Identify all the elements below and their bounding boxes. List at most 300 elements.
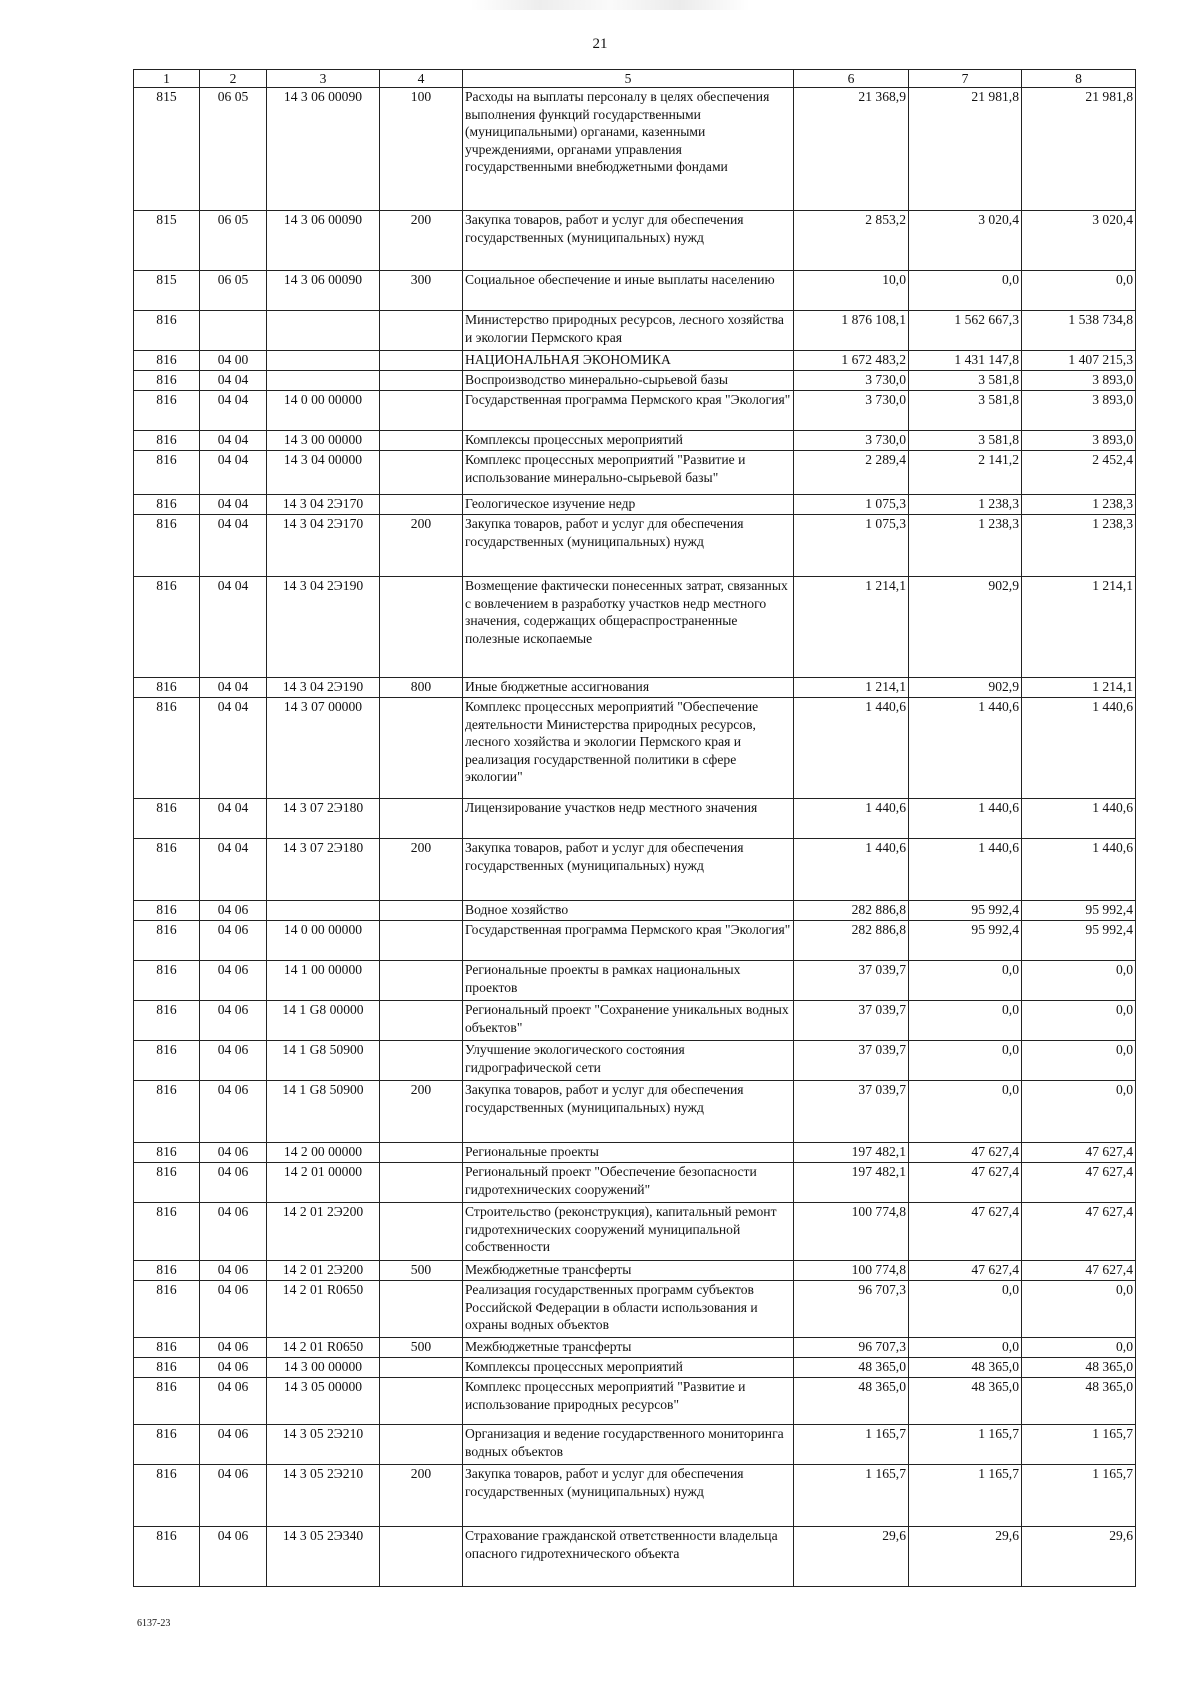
page-number: 21 [592,36,608,52]
ministry-code-cell: 816 [134,451,200,495]
amount-year2-cell: 47 627,4 [909,1261,1022,1281]
amount-year1-cell: 3 730,0 [794,391,909,431]
expense-type-cell [380,961,463,1001]
amount-year1-cell: 1 165,7 [794,1425,909,1465]
expense-type-cell [380,577,463,678]
expense-type-cell [380,901,463,921]
expense-type-cell [380,351,463,371]
item-name-cell: Водное хозяйство [463,901,794,921]
section-code-cell: 04 04 [200,371,267,391]
amount-year3-cell: 3 893,0 [1022,431,1136,451]
target-code-cell: 14 3 05 2Э340 [267,1527,380,1587]
amount-year3-cell: 1 214,1 [1022,577,1136,678]
column-header: 1 [134,70,200,88]
expense-type-cell [380,1358,463,1378]
table-row [134,1001,1136,1041]
ministry-code-cell: 816 [134,1281,200,1338]
amount-year1-cell: 1 165,7 [794,1465,909,1527]
table-row [134,799,1136,839]
item-name-cell: Расходы на выплаты персоналу в целях обеспечения выполнения функций государственными (муниципальными) органами, казенными учреждениями, органами управления государственными внебюджетными фондами [463,88,794,211]
item-name-cell: Комплекс процессных мероприятий "Развитие и использование минерально-сырьевой базы" [463,451,794,495]
expense-type-cell: 200 [380,211,463,271]
amount-year2-cell: 1 165,7 [909,1425,1022,1465]
amount-year2-cell: 902,9 [909,577,1022,678]
amount-year3-cell: 0,0 [1022,271,1136,311]
amount-year1-cell: 1 214,1 [794,577,909,678]
target-code-cell: 14 3 07 00000 [267,698,380,799]
amount-year1-cell: 3 730,0 [794,371,909,391]
amount-year1-cell: 48 365,0 [794,1378,909,1425]
expense-type-cell [380,698,463,799]
section-code-cell: 04 06 [200,1041,267,1081]
expense-type-cell: 200 [380,515,463,577]
section-code-cell: 04 06 [200,1281,267,1338]
amount-year1-cell: 29,6 [794,1527,909,1587]
item-name-cell: Закупка товаров, работ и услуг для обеспечения государственных (муниципальных) нужд [463,515,794,577]
expense-type-cell [380,1163,463,1203]
ministry-code-cell: 816 [134,1081,200,1143]
section-code-cell: 04 04 [200,515,267,577]
item-name-cell: Улучшение экологического состояния гидрографической сети [463,1041,794,1081]
amount-year2-cell: 47 627,4 [909,1203,1022,1261]
target-code-cell: 14 3 05 2Э210 [267,1425,380,1465]
section-code-cell: 04 06 [200,961,267,1001]
section-code-cell: 04 06 [200,1465,267,1527]
item-name-cell: Межбюджетные трансферты [463,1261,794,1281]
table-header-row [134,70,1136,88]
target-code-cell: 14 0 00 00000 [267,391,380,431]
section-code-cell: 04 04 [200,698,267,799]
table-row [134,1358,1136,1378]
target-code-cell: 14 3 00 00000 [267,1358,380,1378]
table-row [134,901,1136,921]
amount-year1-cell: 1 075,3 [794,515,909,577]
table-row [134,431,1136,451]
amount-year2-cell: 48 365,0 [909,1378,1022,1425]
amount-year1-cell: 48 365,0 [794,1358,909,1378]
amount-year3-cell: 95 992,4 [1022,901,1136,921]
expense-type-cell [380,921,463,961]
expense-type-cell: 500 [380,1338,463,1358]
item-name-cell: Региональный проект "Сохранение уникальных водных объектов" [463,1001,794,1041]
item-name-cell: Строительство (реконструкция), капитальный ремонт гидротехнических сооружений муниципальной собственности [463,1203,794,1261]
amount-year2-cell: 0,0 [909,1338,1022,1358]
amount-year1-cell: 37 039,7 [794,1041,909,1081]
target-code-cell: 14 3 06 00090 [267,271,380,311]
expense-type-cell: 200 [380,1081,463,1143]
amount-year3-cell: 0,0 [1022,961,1136,1001]
amount-year2-cell: 0,0 [909,1281,1022,1338]
ministry-code-cell: 816 [134,371,200,391]
section-code-cell: 04 06 [200,1358,267,1378]
item-name-cell: Комплексы процессных мероприятий [463,1358,794,1378]
table-row [134,1163,1136,1203]
amount-year2-cell: 0,0 [909,961,1022,1001]
table-row [134,371,1136,391]
column-header: 6 [794,70,909,88]
target-code-cell: 14 2 01 00000 [267,1163,380,1203]
amount-year2-cell: 1 440,6 [909,698,1022,799]
table-row [134,1281,1136,1338]
item-name-cell: Социальное обеспечение и иные выплаты населению [463,271,794,311]
item-name-cell: Закупка товаров, работ и услуг для обеспечения государственных (муниципальных) нужд [463,1081,794,1143]
amount-year2-cell: 48 365,0 [909,1358,1022,1378]
column-header: 5 [463,70,794,88]
amount-year2-cell: 1 165,7 [909,1465,1022,1527]
amount-year1-cell: 2 289,4 [794,451,909,495]
amount-year3-cell: 1 238,3 [1022,515,1136,577]
amount-year1-cell: 2 853,2 [794,211,909,271]
table-body [134,88,1136,1587]
amount-year3-cell: 47 627,4 [1022,1261,1136,1281]
section-code-cell: 04 06 [200,921,267,961]
target-code-cell: 14 2 01 2Э200 [267,1261,380,1281]
target-code-cell: 14 2 01 R0650 [267,1338,380,1358]
section-code-cell: 04 06 [200,1338,267,1358]
target-code-cell: 14 3 06 00090 [267,88,380,211]
expense-type-cell [380,799,463,839]
amount-year3-cell: 0,0 [1022,1081,1136,1143]
column-header: 4 [380,70,463,88]
target-code-cell: 14 3 04 2Э190 [267,678,380,698]
table-row [134,351,1136,371]
amount-year1-cell: 1 876 108,1 [794,311,909,351]
ministry-code-cell: 816 [134,1001,200,1041]
amount-year2-cell: 902,9 [909,678,1022,698]
amount-year2-cell: 1 431 147,8 [909,351,1022,371]
amount-year1-cell: 1 440,6 [794,698,909,799]
table-row [134,391,1136,431]
amount-year3-cell: 1 214,1 [1022,678,1136,698]
item-name-cell: Закупка товаров, работ и услуг для обеспечения государственных (муниципальных) нужд [463,1465,794,1527]
ministry-code-cell: 816 [134,577,200,678]
target-code-cell [267,351,380,371]
target-code-cell: 14 3 05 00000 [267,1378,380,1425]
table-row [134,88,1136,211]
amount-year3-cell: 2 452,4 [1022,451,1136,495]
ministry-code-cell: 816 [134,1425,200,1465]
amount-year3-cell: 0,0 [1022,1338,1136,1358]
amount-year3-cell: 21 981,8 [1022,88,1136,211]
expense-type-cell [380,1281,463,1338]
section-code-cell: 04 06 [200,1203,267,1261]
expense-type-cell [380,1527,463,1587]
target-code-cell: 14 3 07 2Э180 [267,799,380,839]
target-code-cell: 14 1 00 00000 [267,961,380,1001]
document-code: 6137-23 [137,1618,171,1629]
amount-year1-cell: 100 774,8 [794,1261,909,1281]
amount-year3-cell: 1 238,3 [1022,495,1136,515]
amount-year2-cell: 0,0 [909,1041,1022,1081]
item-name-cell: Воспроизводство минерально-сырьевой базы [463,371,794,391]
amount-year3-cell: 1 165,7 [1022,1465,1136,1527]
amount-year3-cell: 47 627,4 [1022,1163,1136,1203]
expense-type-cell [380,1001,463,1041]
amount-year3-cell: 1 440,6 [1022,698,1136,799]
section-code-cell: 04 00 [200,351,267,371]
ministry-code-cell: 816 [134,799,200,839]
amount-year1-cell: 10,0 [794,271,909,311]
budget-table [133,69,1136,1587]
amount-year2-cell: 47 627,4 [909,1163,1022,1203]
amount-year1-cell: 197 482,1 [794,1143,909,1163]
amount-year1-cell: 21 368,9 [794,88,909,211]
table-row [134,678,1136,698]
item-name-cell: Возмещение фактически понесенных затрат, связанных с вовлечением в разработку участков недр местного значения, содержащих общераспространенные полезные ископаемые [463,577,794,678]
amount-year1-cell: 96 707,3 [794,1281,909,1338]
amount-year2-cell: 1 440,6 [909,839,1022,901]
section-code-cell: 04 04 [200,495,267,515]
table-row [134,495,1136,515]
section-code-cell [200,311,267,351]
item-name-cell: Комплекс процессных мероприятий "Развитие и использование природных ресурсов" [463,1378,794,1425]
table-row [134,839,1136,901]
target-code-cell: 14 3 04 2Э190 [267,577,380,678]
target-code-cell: 14 1 G8 50900 [267,1041,380,1081]
expense-type-cell [380,1041,463,1081]
ministry-code-cell: 816 [134,351,200,371]
ministry-code-cell: 816 [134,1358,200,1378]
amount-year2-cell: 3 581,8 [909,371,1022,391]
table-row [134,1143,1136,1163]
amount-year1-cell: 282 886,8 [794,901,909,921]
expense-type-cell [380,1425,463,1465]
table-row [134,1081,1136,1143]
expense-type-cell: 100 [380,88,463,211]
section-code-cell: 06 05 [200,211,267,271]
expense-type-cell: 800 [380,678,463,698]
table-row [134,1465,1136,1527]
amount-year2-cell: 0,0 [909,271,1022,311]
ministry-code-cell: 816 [134,839,200,901]
table-row [134,271,1136,311]
expense-type-cell [380,371,463,391]
column-header: 7 [909,70,1022,88]
table-row [134,961,1136,1001]
amount-year2-cell: 95 992,4 [909,921,1022,961]
target-code-cell: 14 3 04 2Э170 [267,495,380,515]
table-row [134,577,1136,678]
section-code-cell: 04 04 [200,678,267,698]
ministry-code-cell: 816 [134,431,200,451]
section-code-cell: 04 04 [200,451,267,495]
table-row [134,311,1136,351]
item-name-cell: Иные бюджетные ассигнования [463,678,794,698]
ministry-code-cell: 816 [134,961,200,1001]
expense-type-cell: 200 [380,839,463,901]
target-code-cell: 14 0 00 00000 [267,921,380,961]
ministry-code-cell: 816 [134,1203,200,1261]
ministry-code-cell: 816 [134,1527,200,1587]
scan-artifact [470,0,750,10]
amount-year3-cell: 0,0 [1022,1001,1136,1041]
target-code-cell: 14 3 00 00000 [267,431,380,451]
section-code-cell: 06 05 [200,88,267,211]
item-name-cell: Региональный проект "Обеспечение безопасности гидротехнических сооружений" [463,1163,794,1203]
table-row [134,211,1136,271]
section-code-cell: 04 04 [200,839,267,901]
target-code-cell: 14 1 G8 50900 [267,1081,380,1143]
amount-year2-cell: 3 020,4 [909,211,1022,271]
amount-year1-cell: 1 440,6 [794,799,909,839]
amount-year1-cell: 1 440,6 [794,839,909,901]
item-name-cell: Комплекс процессных мероприятий "Обеспечение деятельности Министерства природных ресурсов, лесного хозяйства и экологии Пермского края и реализация государственной политики в сфере экологии" [463,698,794,799]
ministry-code-cell: 816 [134,1143,200,1163]
ministry-code-cell: 816 [134,901,200,921]
item-name-cell: Региональные проекты [463,1143,794,1163]
amount-year2-cell: 21 981,8 [909,88,1022,211]
target-code-cell: 14 2 00 00000 [267,1143,380,1163]
section-code-cell: 04 04 [200,431,267,451]
section-code-cell: 04 04 [200,577,267,678]
section-code-cell: 04 06 [200,901,267,921]
amount-year2-cell: 1 562 667,3 [909,311,1022,351]
item-name-cell: Комплексы процессных мероприятий [463,431,794,451]
ministry-code-cell: 816 [134,1261,200,1281]
target-code-cell: 14 2 01 R0650 [267,1281,380,1338]
expense-type-cell: 500 [380,1261,463,1281]
amount-year1-cell: 1 672 483,2 [794,351,909,371]
item-name-cell: Межбюджетные трансферты [463,1338,794,1358]
table-row [134,1425,1136,1465]
table-row [134,451,1136,495]
column-header: 3 [267,70,380,88]
amount-year3-cell: 1 440,6 [1022,839,1136,901]
target-code-cell [267,901,380,921]
item-name-cell: Закупка товаров, работ и услуг для обеспечения государственных (муниципальных) нужд [463,839,794,901]
ministry-code-cell: 816 [134,921,200,961]
table-row [134,1338,1136,1358]
amount-year2-cell: 95 992,4 [909,901,1022,921]
amount-year2-cell: 0,0 [909,1001,1022,1041]
table-row [134,1527,1136,1587]
ministry-code-cell: 816 [134,1465,200,1527]
table-row [134,1261,1136,1281]
amount-year3-cell: 48 365,0 [1022,1358,1136,1378]
amount-year2-cell: 29,6 [909,1527,1022,1587]
amount-year2-cell: 2 141,2 [909,451,1022,495]
item-name-cell: Закупка товаров, работ и услуг для обеспечения государственных (муниципальных) нужд [463,211,794,271]
amount-year2-cell: 1 440,6 [909,799,1022,839]
amount-year3-cell: 3 893,0 [1022,391,1136,431]
amount-year3-cell: 1 538 734,8 [1022,311,1136,351]
target-code-cell [267,371,380,391]
ministry-code-cell: 816 [134,515,200,577]
expense-type-cell [380,431,463,451]
amount-year3-cell: 0,0 [1022,1041,1136,1081]
amount-year1-cell: 96 707,3 [794,1338,909,1358]
section-code-cell: 04 06 [200,1425,267,1465]
section-code-cell: 04 06 [200,1163,267,1203]
amount-year1-cell: 1 075,3 [794,495,909,515]
amount-year3-cell: 47 627,4 [1022,1203,1136,1261]
item-name-cell: Государственная программа Пермского края "Экология" [463,391,794,431]
item-name-cell: Геологическое изучение недр [463,495,794,515]
target-code-cell: 14 3 06 00090 [267,211,380,271]
ministry-code-cell: 816 [134,1338,200,1358]
amount-year1-cell: 197 482,1 [794,1163,909,1203]
table-row [134,921,1136,961]
amount-year3-cell: 3 893,0 [1022,371,1136,391]
amount-year3-cell: 1 165,7 [1022,1425,1136,1465]
section-code-cell: 04 06 [200,1001,267,1041]
expense-type-cell [380,495,463,515]
expense-type-cell [380,1143,463,1163]
table-row [134,1041,1136,1081]
amount-year2-cell: 1 238,3 [909,515,1022,577]
amount-year1-cell: 100 774,8 [794,1203,909,1261]
section-code-cell: 06 05 [200,271,267,311]
target-code-cell: 14 2 01 2Э200 [267,1203,380,1261]
amount-year3-cell: 1 440,6 [1022,799,1136,839]
expense-type-cell [380,451,463,495]
column-header: 8 [1022,70,1136,88]
item-name-cell: Министерство природных ресурсов, лесного хозяйства и экологии Пермского края [463,311,794,351]
amount-year2-cell: 3 581,8 [909,431,1022,451]
amount-year1-cell: 37 039,7 [794,1081,909,1143]
section-code-cell: 04 04 [200,391,267,431]
amount-year2-cell: 0,0 [909,1081,1022,1143]
amount-year3-cell: 1 407 215,3 [1022,351,1136,371]
amount-year3-cell: 47 627,4 [1022,1143,1136,1163]
ministry-code-cell: 815 [134,211,200,271]
amount-year2-cell: 3 581,8 [909,391,1022,431]
amount-year2-cell: 1 238,3 [909,495,1022,515]
amount-year1-cell: 37 039,7 [794,1001,909,1041]
section-code-cell: 04 06 [200,1527,267,1587]
target-code-cell: 14 3 04 2Э170 [267,515,380,577]
expense-type-cell [380,311,463,351]
item-name-cell: Государственная программа Пермского края "Экология" [463,921,794,961]
target-code-cell: 14 3 04 00000 [267,451,380,495]
target-code-cell [267,311,380,351]
ministry-code-cell: 816 [134,495,200,515]
ministry-code-cell: 816 [134,391,200,431]
item-name-cell: Организация и ведение государственного мониторинга водных объектов [463,1425,794,1465]
target-code-cell: 14 3 05 2Э210 [267,1465,380,1527]
expense-type-cell: 200 [380,1465,463,1527]
table-row [134,698,1136,799]
item-name-cell: Реализация государственных программ субъектов Российской Федерации в области использования и охраны водных объектов [463,1281,794,1338]
target-code-cell: 14 1 G8 00000 [267,1001,380,1041]
amount-year3-cell: 3 020,4 [1022,211,1136,271]
amount-year1-cell: 37 039,7 [794,961,909,1001]
ministry-code-cell: 815 [134,88,200,211]
amount-year2-cell: 47 627,4 [909,1143,1022,1163]
ministry-code-cell: 816 [134,678,200,698]
amount-year3-cell: 0,0 [1022,1281,1136,1338]
ministry-code-cell: 815 [134,271,200,311]
amount-year3-cell: 48 365,0 [1022,1378,1136,1425]
ministry-code-cell: 816 [134,311,200,351]
section-code-cell: 04 06 [200,1081,267,1143]
ministry-code-cell: 816 [134,1163,200,1203]
ministry-code-cell: 816 [134,1378,200,1425]
target-code-cell: 14 3 07 2Э180 [267,839,380,901]
item-name-cell: Лицензирование участков недр местного значения [463,799,794,839]
amount-year3-cell: 29,6 [1022,1527,1136,1587]
section-code-cell: 04 04 [200,799,267,839]
ministry-code-cell: 816 [134,698,200,799]
ministry-code-cell: 816 [134,1041,200,1081]
expense-type-cell [380,391,463,431]
expense-type-cell [380,1378,463,1425]
amount-year3-cell: 95 992,4 [1022,921,1136,961]
section-code-cell: 04 06 [200,1143,267,1163]
amount-year1-cell: 1 214,1 [794,678,909,698]
column-header: 2 [200,70,267,88]
expense-type-cell [380,1203,463,1261]
